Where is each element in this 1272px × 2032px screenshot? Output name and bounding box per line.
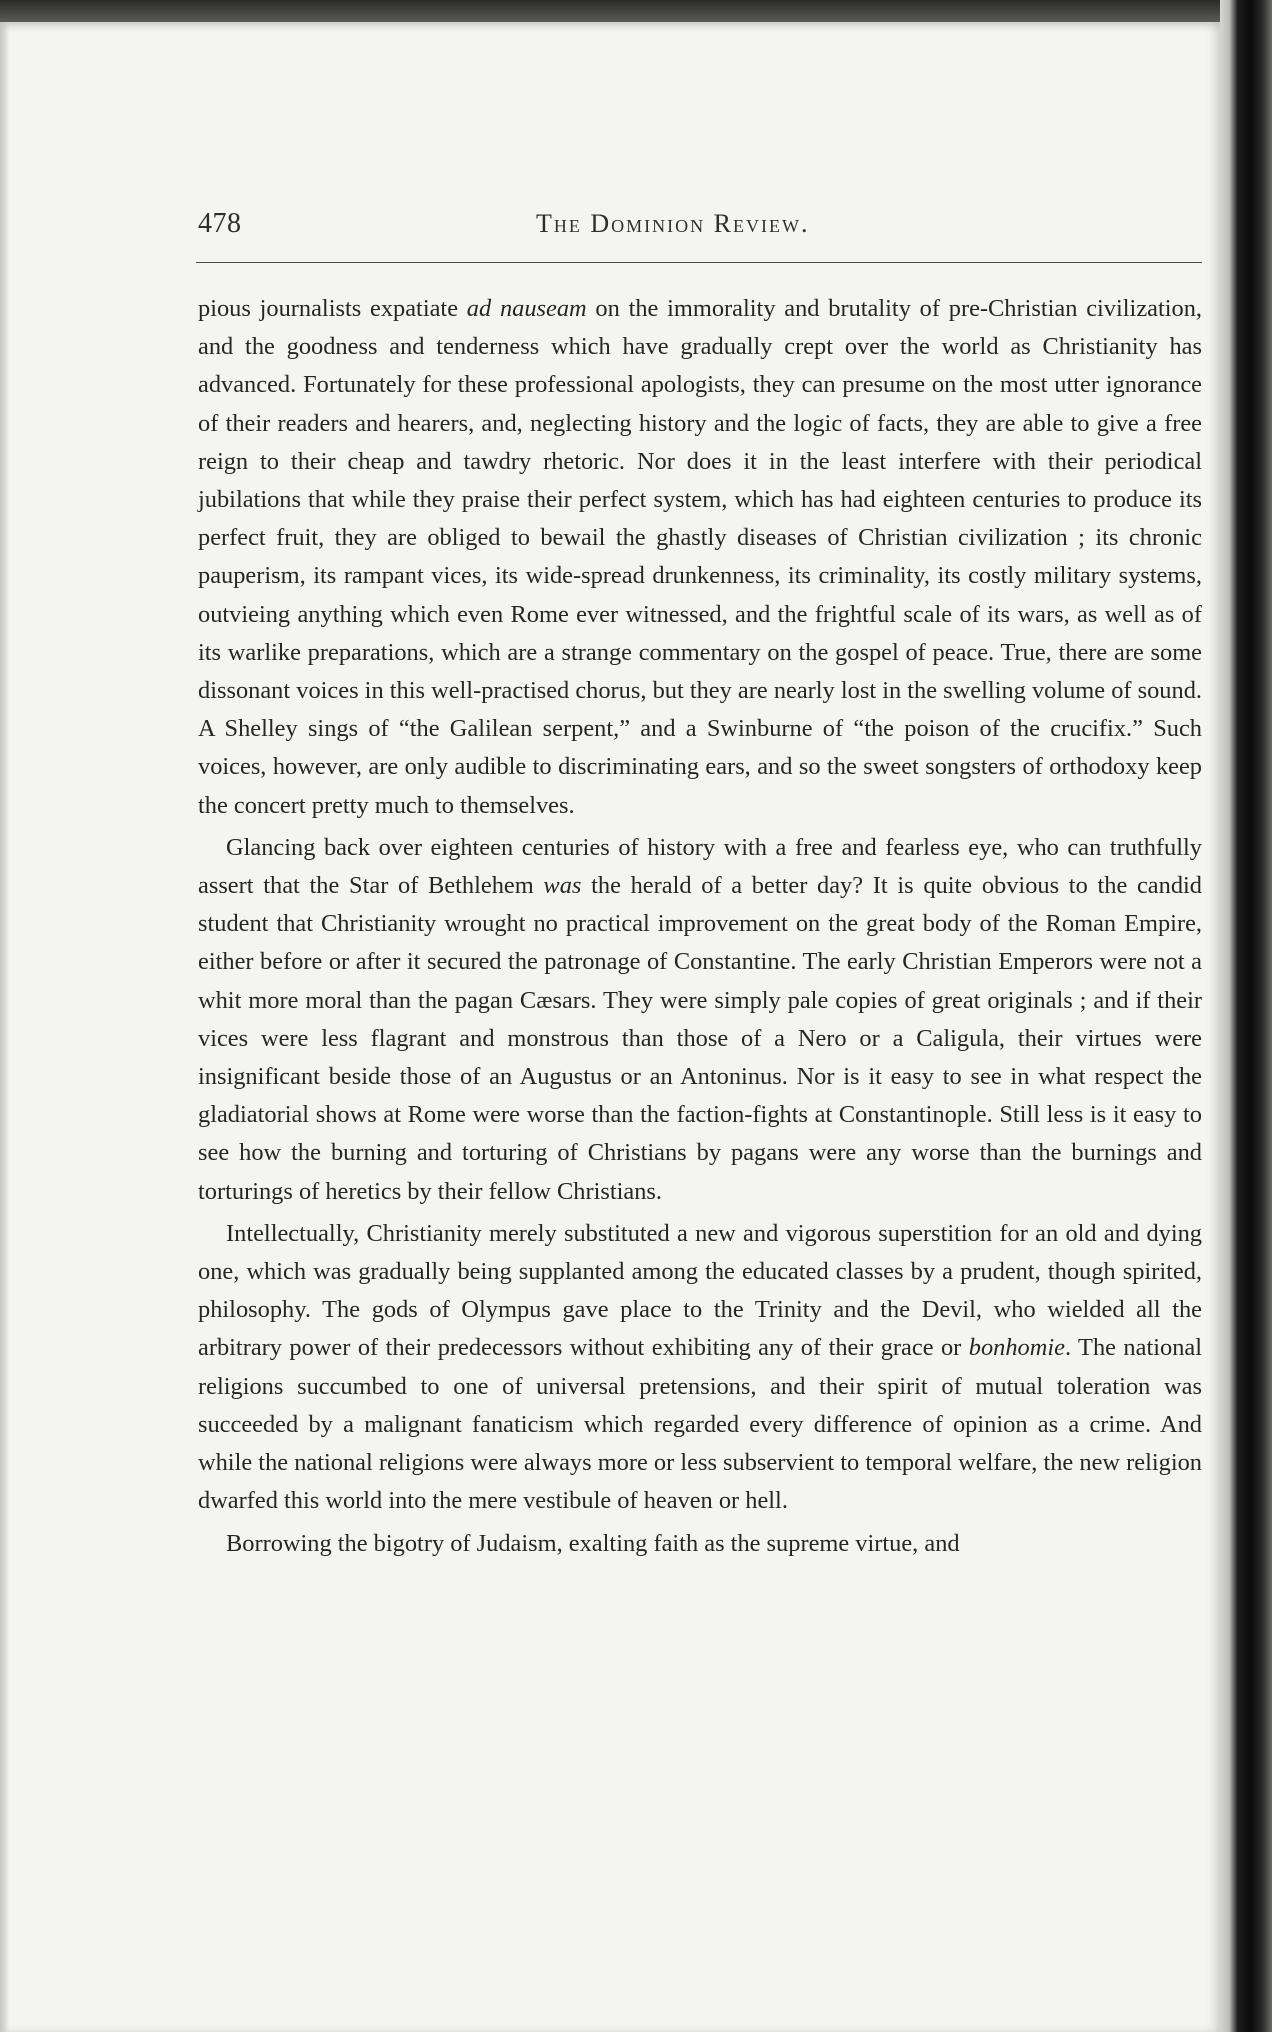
- paragraph-3: [198, 1215, 1202, 1521]
- paragraph-1-text-b: on the immorality and brutality of pre-Christian civilization, and the goodness and tenderness which have gradually crept over the world as Christianity has advanced. Fortunately for these professional apologists, they can presume on the most utter ignorance of their readers and hearers, and, neglecting history and the logic of facts, they are able to give a free reign to their cheap and tawdry rhetoric. Nor does it in the least interfere with their periodical jubilations that while they praise their perfect system, which has had eighteen centuries to produce its perfect fruit, they are obliged to bewail the ghastly diseases of Christian civilization ; its chronic pauperism, its rampant vices, its wide-spread drunkenness, its criminality, its costly military systems, outvieing anything which even Rome ever witnessed, and the frightful scale of its wars, as well as of its warlike preparations, which are a strange commentary on the gospel of peace. True, there are some dissonant voices in this well-practised chorus, but they are nearly lost in the swelling volume of sound. A Shelley sings of “the Galilean serpent,” and a Swinburne of “the poison of the crucifix.” Such voices, however, are only audible to discriminating ears, and so the sweet songsters of orthodoxy keep the concert pretty much to themselves.: [198, 295, 1203, 819]
- page-left-edge: [0, 22, 10, 2032]
- paragraph-2: [198, 829, 1202, 1211]
- paragraph-2-text-b: the herald of a better day? It is quite obvious to the candid student that Christianity wrought no practical improvement on the great body of the Roman Empire, either before or after it secured the patronage of Constantine. The early Christian Emperors were not a whit more moral than the pagan Cæsars. They were simply pale copies of great originals ; and if their vices were less flagrant and monstrous than those of a Nero or a Caligula, their virtues were insignificant beside those of an Augustus or an Antoninus. Nor is it easy to see in what respect the gladiatorial shows at Rome were worse than the faction-fights at Constantinople. Still less is it easy to see how the burning and torturing of Christians by pagans were any worse than the burnings and torturings of heretics by their fellow Christians.: [198, 872, 1202, 1205]
- journal-title: The Dominion Review.: [536, 209, 810, 238]
- article-body: [198, 290, 1202, 1563]
- paragraph-4-text: Borrowing the bigotry of Judaism, exalting faith as the supreme virtue, and: [226, 1529, 960, 1557]
- paragraph-2-text-a: Glancing back over eighteen centuries of history with a free and fearless eye, who can truthfully assert that the Star of Bethlehem: [198, 833, 1202, 900]
- paragraph-3-italic: bonhomie: [968, 1334, 1065, 1362]
- paragraph-1-italic: ad nauseam: [466, 295, 587, 322]
- binding-gutter: [1220, 0, 1272, 2032]
- paragraph-3-text-a: Intellectually, Christianity merely substituted a new and vigorous superstition for an old and dying one, which was gradually being supplanted among the educated classes by a prudent, though spirited, philosophy. The gods of Olympus gave place to the Trinity and the Devil, who wielded all the arbitrary power of their predecessors without exhibiting any of their grace or: [198, 1219, 1202, 1362]
- paragraph-2-italic: was: [543, 872, 582, 900]
- running-head: [198, 208, 1202, 248]
- page-number: 478: [198, 208, 242, 239]
- paragraph-1: [198, 290, 1202, 825]
- header-rule: [196, 262, 1202, 263]
- paragraph-4: [198, 1525, 1202, 1563]
- paragraph-3-text-b: . The national religions succumbed to one of universal pretensions, and their spirit of mutual toleration was succeeded by a malignant fanaticism which regarded every difference of opinion as a crime. And while the national religions were always more or less subservient to temporal welfare, the new religion dwarfed this world into the mere vestibule of heaven or hell.: [198, 1334, 1202, 1515]
- paragraph-1-text-a: pious journalists expatiate: [198, 295, 467, 322]
